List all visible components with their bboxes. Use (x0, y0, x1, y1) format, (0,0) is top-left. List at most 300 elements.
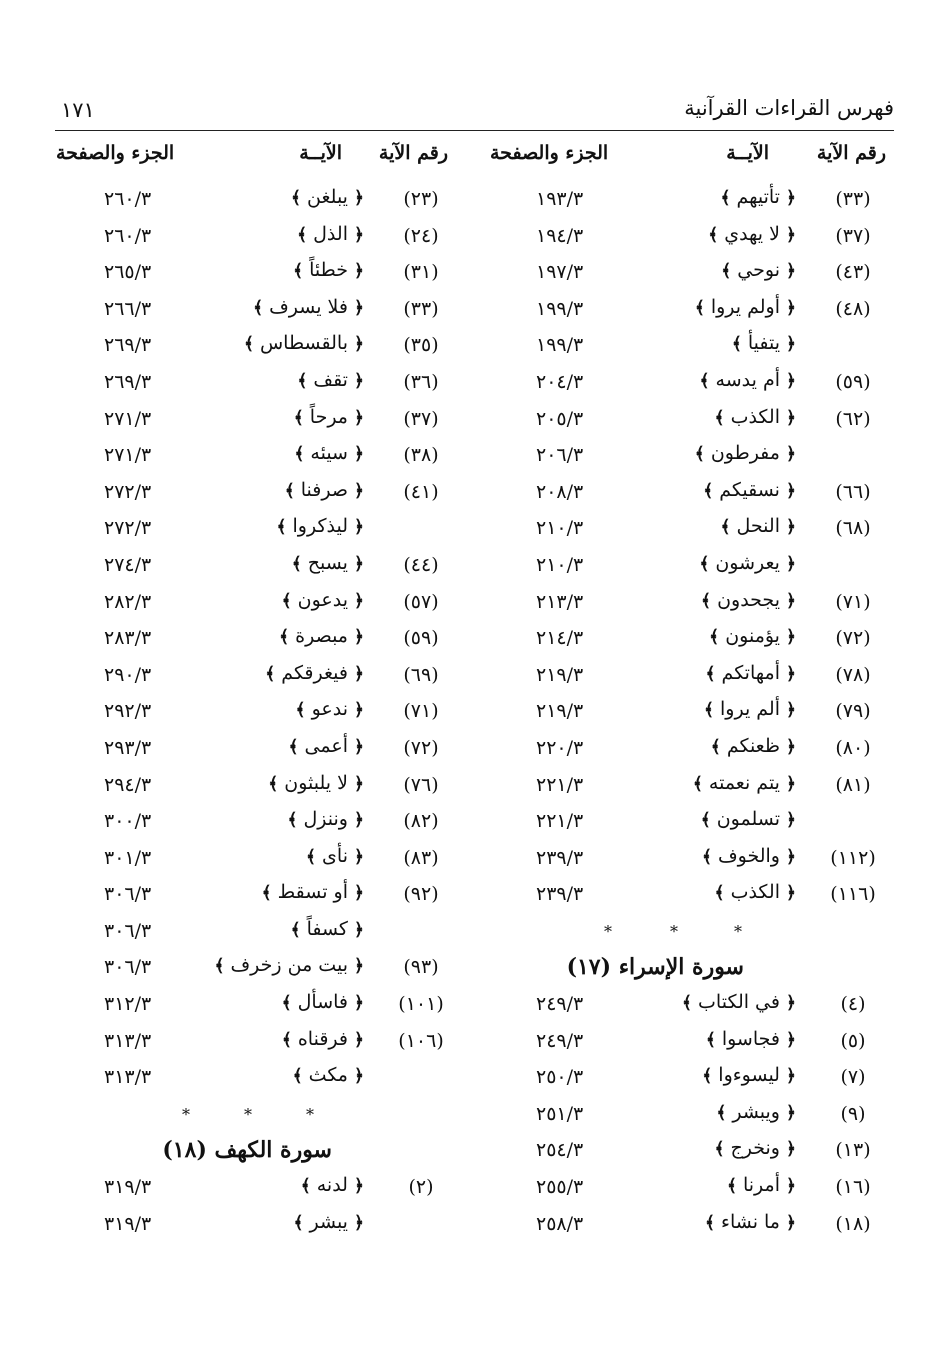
verse-number: (٤) (840, 993, 866, 1016)
open-bracket: ﴿ (354, 1066, 364, 1087)
close-bracket: ﴾ (705, 663, 716, 684)
verse-text (306, 845, 364, 867)
verse-number: (٨٣) (403, 846, 439, 869)
close-bracket: ﴾ (284, 480, 295, 501)
verse-text (294, 406, 364, 428)
verse-text (293, 259, 364, 281)
verse-number: (٧٨) (835, 663, 871, 686)
verse-words: مفرطون (710, 442, 780, 465)
open-bracket: ﴿ (354, 224, 364, 245)
verse-text (706, 662, 796, 684)
entry-list (484, 989, 894, 1245)
index-entry-row (52, 404, 462, 441)
index-entry-row (484, 513, 894, 550)
verse-words: لدنه (316, 1174, 348, 1197)
index-entry-row (52, 989, 462, 1026)
part-page-ref: ٢٢١/٣ (536, 810, 584, 833)
part-page-ref: ١٩٧/٣ (536, 261, 584, 284)
part-page-ref: ٣١٢/٣ (104, 993, 152, 1016)
open-bracket: ﴿ (786, 736, 796, 757)
close-bracket: ﴾ (293, 407, 304, 428)
open-bracket: ﴿ (354, 993, 364, 1014)
part-page-ref: ٢١٩/٣ (536, 700, 584, 723)
index-entry-row (52, 257, 462, 294)
part-page-ref: ٢٣٩/٣ (536, 883, 584, 906)
open-bracket: ﴿ (354, 480, 364, 501)
open-bracket: ﴿ (354, 590, 364, 611)
index-entry-row (52, 294, 462, 331)
index-entry-row (484, 587, 894, 624)
verse-text (721, 259, 796, 281)
close-bracket: ﴾ (703, 480, 714, 501)
open-bracket: ﴿ (354, 1176, 364, 1197)
verse-number: (٧١) (835, 590, 871, 613)
open-bracket: ﴿ (354, 444, 364, 465)
verse-words: الكذب (730, 405, 780, 428)
close-bracket: ﴾ (293, 1212, 304, 1233)
index-entry-row (52, 879, 462, 916)
close-bracket: ﴾ (708, 224, 719, 245)
verse-words: ظعنكم (726, 734, 780, 757)
verse-number: (٢٤) (403, 224, 439, 247)
verse-text (682, 991, 796, 1013)
open-bracket: ﴿ (354, 261, 364, 282)
verse-text (294, 1211, 365, 1233)
index-entry-row (484, 330, 894, 367)
part-page-ref: ٢٦٠/٣ (104, 188, 152, 210)
verse-text (702, 1064, 796, 1086)
part-page-ref: ٣٠٦/٣ (104, 956, 152, 979)
verse-words: ونخرج (730, 1137, 780, 1160)
close-bracket: ﴾ (694, 297, 705, 318)
open-bracket: ﴿ (786, 590, 796, 611)
close-bracket: ﴾ (699, 553, 710, 574)
close-bracket: ﴾ (714, 407, 725, 428)
verse-text (297, 223, 364, 245)
verse-words: فاسأل (297, 991, 348, 1014)
index-entry-row (52, 1062, 462, 1099)
verse-words: الكذب (730, 881, 780, 904)
verse-words: نأى (322, 844, 348, 867)
close-bracket: ﴾ (300, 1176, 311, 1197)
part-page-ref: ٢٢١/٣ (536, 773, 584, 796)
part-page-ref: ٢٧١/٣ (104, 444, 152, 467)
verse-words: فجاسوا (721, 1027, 780, 1050)
verse-text (701, 589, 796, 611)
index-entry-row (52, 440, 462, 477)
part-page-ref: ٣١٣/٣ (104, 1066, 152, 1089)
open-bracket: ﴿ (786, 627, 796, 648)
verse-text (708, 223, 796, 245)
entry-list (52, 184, 462, 1099)
verse-text (721, 515, 797, 537)
close-bracket: ﴾ (701, 846, 712, 867)
open-bracket: ﴿ (354, 736, 364, 757)
verse-words: تسلمون (716, 808, 780, 831)
part-page-ref: ٢١٠/٣ (536, 553, 584, 576)
open-bracket: ﴿ (786, 883, 796, 904)
part-page-ref: ٣١٩/٣ (104, 1212, 152, 1235)
close-bracket: ﴾ (261, 883, 272, 904)
close-bracket: ﴾ (243, 334, 254, 355)
close-bracket: ﴾ (268, 773, 279, 794)
verse-number: (١٠١) (398, 993, 444, 1016)
verse-words: يتفيأ (747, 332, 780, 355)
header-verse: الآيــة (299, 142, 342, 164)
verse-number: (٦٩) (403, 663, 439, 686)
entry-list (52, 1172, 462, 1245)
index-entry-row (484, 1135, 894, 1172)
part-page-ref: ٢١٠/٣ (536, 517, 584, 540)
verse-number: (٦٨) (835, 517, 871, 540)
close-bracket: ﴾ (726, 1176, 737, 1197)
open-bracket: ﴿ (354, 334, 364, 355)
close-bracket: ﴾ (710, 736, 721, 757)
verse-number: (٣٥) (403, 334, 439, 357)
open-bracket: ﴿ (354, 297, 364, 318)
verse-text (244, 332, 364, 354)
verse-words: بيت من زخرف (230, 954, 348, 977)
verse-words: يتم نعمته (708, 771, 780, 794)
open-bracket: ﴿ (354, 810, 364, 831)
verse-words: يبشر (309, 1210, 348, 1233)
open-bracket: ﴿ (786, 370, 796, 391)
verse-words: أولم يروا (710, 295, 780, 318)
index-entry-row (52, 916, 462, 953)
part-page-ref: ٢٨٢/٣ (104, 590, 152, 613)
verse-text (291, 186, 364, 208)
verse-number: (١٦) (835, 1176, 871, 1199)
verse-text (695, 296, 796, 318)
index-entry-row (52, 513, 462, 550)
verse-text (282, 589, 364, 611)
close-bracket: ﴾ (295, 700, 306, 721)
open-bracket: ﴿ (354, 663, 364, 684)
column-header-row (484, 140, 894, 184)
index-entry-row (52, 550, 462, 587)
open-bracket: ﴿ (786, 444, 796, 465)
close-bracket: ﴾ (281, 993, 292, 1014)
verse-text (703, 479, 796, 501)
verse-number: (٣٦) (403, 370, 439, 393)
verse-text (720, 186, 796, 208)
close-bracket: ﴾ (720, 517, 731, 538)
verse-words: نوحي (737, 259, 780, 282)
close-bracket: ﴾ (682, 993, 692, 1014)
open-bracket: ﴿ (354, 553, 364, 574)
open-bracket: ﴿ (786, 553, 796, 574)
verse-words: يدعون (297, 588, 348, 611)
close-bracket: ﴾ (714, 883, 725, 904)
verse-number: (٩٣) (403, 956, 439, 979)
verse-number: (٤٨) (835, 297, 871, 320)
verse-text (214, 954, 364, 976)
open-bracket: ﴿ (786, 297, 796, 318)
open-bracket: ﴿ (786, 407, 796, 428)
index-entry-row (484, 1062, 894, 1099)
part-page-ref: ٢٩٤/٣ (104, 773, 152, 796)
close-bracket: ﴾ (694, 444, 705, 465)
part-page-ref: ٢٤٩/٣ (536, 993, 584, 1016)
verse-words: الذل (313, 222, 348, 245)
part-page-ref: ٢٩٠/٣ (104, 663, 152, 686)
header-verse-number: رقم الآية (378, 142, 448, 164)
open-bracket: ﴿ (354, 700, 364, 721)
verse-text (268, 772, 364, 794)
verse-number: (١٣) (835, 1139, 871, 1162)
index-entry-row (52, 733, 462, 770)
part-page-ref: ٢٩٢/٣ (104, 700, 152, 723)
part-page-ref: ٢٥٨/٣ (536, 1212, 584, 1235)
verse-words: يبلغن (307, 186, 348, 208)
index-entry-row (484, 404, 894, 441)
part-page-ref: ٣٠٠/٣ (104, 810, 152, 833)
verse-words: بالقسطاس (259, 332, 348, 355)
verse-text (297, 369, 364, 391)
header-part-page: الجزء والصفحة (490, 142, 609, 164)
verse-text (699, 552, 796, 574)
verse-text (289, 735, 364, 757)
index-entry-row (52, 221, 462, 258)
verse-words: فرقناه (297, 1027, 348, 1050)
index-entry-row (484, 660, 894, 697)
verse-text (701, 808, 796, 830)
part-page-ref: ٢٧٢/٣ (104, 517, 152, 540)
verse-words: ندعو (311, 698, 348, 721)
open-bracket: ﴿ (354, 1029, 364, 1050)
verse-words: مرحاً (309, 405, 348, 428)
part-page-ref: ٢١٩/٣ (536, 663, 584, 686)
index-entry-row (484, 184, 894, 221)
verse-words: لا يهدي (724, 222, 780, 245)
verse-text (711, 735, 796, 757)
close-bracket: ﴾ (293, 261, 304, 282)
index-entry-row (52, 952, 462, 989)
surah-title: سورة الإسراء (١٧) (566, 954, 744, 981)
verse-words: تأتيهم (736, 186, 780, 208)
verse-words: فلا يسرف (269, 295, 348, 318)
verse-number: (١٠٦) (398, 1029, 444, 1052)
surah-heading (484, 952, 894, 989)
verse-number: (٣٣) (403, 297, 439, 320)
part-page-ref: ٣٠١/٣ (104, 846, 152, 869)
verse-text (706, 1028, 796, 1050)
open-bracket: ﴿ (354, 883, 364, 904)
part-page-ref: ٢١٤/٣ (536, 627, 584, 650)
close-bracket: ﴾ (276, 517, 287, 538)
index-entry-row (484, 623, 894, 660)
verse-text (292, 552, 364, 574)
open-bracket: ﴿ (786, 517, 796, 538)
open-bracket: ﴿ (786, 1029, 796, 1050)
part-page-ref: ١٩٩/٣ (536, 334, 584, 357)
part-page-ref: ٢٦٩/٣ (104, 370, 152, 393)
verse-words: مكث (308, 1064, 348, 1087)
verse-words: في الكتاب (698, 991, 780, 1014)
close-bracket: ﴾ (287, 810, 298, 831)
part-page-ref: ٣٠٦/٣ (104, 883, 152, 906)
verse-number: (٧) (840, 1066, 866, 1089)
entry-list (484, 184, 894, 916)
index-entry-row (52, 184, 462, 221)
verse-number: (٥٧) (403, 590, 439, 613)
index-entry-row (484, 367, 894, 404)
verse-number: (٥) (840, 1029, 866, 1052)
verse-words: وننزل (303, 808, 348, 831)
verse-text (293, 1064, 364, 1086)
separator-star: * (244, 1104, 252, 1124)
index-entry-row (484, 843, 894, 880)
verse-number: (٦٢) (835, 407, 871, 430)
index-entry-row (484, 1026, 894, 1063)
close-bracket: ﴾ (281, 590, 292, 611)
part-page-ref: ٢٦٩/٣ (104, 334, 152, 357)
verse-number: (١١٦) (830, 883, 876, 906)
part-page-ref: ٢٨٣/٣ (104, 627, 152, 650)
verse-text (727, 1174, 796, 1196)
verse-number: (٧٢) (835, 627, 871, 650)
verse-text (732, 332, 796, 354)
index-entry-row (52, 477, 462, 514)
close-bracket: ﴾ (692, 773, 703, 794)
close-bracket: ﴾ (705, 1029, 716, 1050)
part-page-ref: ٢٠٨/٣ (536, 480, 584, 503)
part-page-ref: ٣١٩/٣ (104, 1176, 152, 1199)
close-bracket: ﴾ (731, 334, 742, 355)
open-bracket: ﴿ (354, 517, 364, 538)
surah-title: سورة الكهف (١٨) (162, 1137, 332, 1164)
open-bracket: ﴿ (786, 1066, 796, 1087)
verse-text (282, 1028, 364, 1050)
verse-number: (١١٢) (830, 846, 876, 869)
verse-text (294, 442, 364, 464)
verse-number: (٢) (408, 1176, 434, 1199)
open-bracket: ﴿ (354, 773, 364, 794)
close-bracket: ﴾ (699, 370, 710, 391)
verse-text (705, 1211, 796, 1233)
index-entry-row (484, 989, 894, 1026)
part-page-ref: ٢٦٦/٣ (104, 297, 152, 320)
verse-number: (٤١) (403, 480, 439, 503)
index-column-left (52, 140, 462, 1270)
index-column-right (484, 140, 894, 1270)
close-bracket: ﴾ (288, 736, 299, 757)
index-entry-row (52, 806, 462, 843)
separator-star: * (734, 921, 742, 941)
close-bracket: ﴾ (294, 444, 305, 465)
index-entry-row (484, 440, 894, 477)
close-bracket: ﴾ (291, 553, 302, 574)
open-bracket: ﴿ (354, 1212, 364, 1233)
verse-words: لا يلبثون (284, 771, 348, 794)
index-entry-row (484, 733, 894, 770)
part-page-ref: ٢٥٠/٣ (536, 1066, 584, 1089)
open-bracket: ﴿ (786, 480, 796, 501)
part-page-ref: ٢٣٩/٣ (536, 846, 584, 869)
verse-words: مبصرة (295, 625, 348, 648)
verse-text (291, 918, 364, 940)
close-bracket: ﴾ (714, 1139, 725, 1160)
verse-words: سيئه (310, 442, 348, 465)
open-bracket: ﴿ (786, 261, 796, 282)
part-page-ref: ١٩٣/٣ (536, 188, 584, 210)
open-bracket: ﴿ (354, 188, 364, 208)
verse-text (702, 845, 796, 867)
open-bracket: ﴿ (786, 1139, 796, 1160)
verse-words: يؤمنون (725, 625, 780, 648)
separator-star: * (182, 1104, 190, 1124)
index-entry-row (52, 843, 462, 880)
index-entry-row (484, 770, 894, 807)
verse-words: أم يدسه (715, 368, 780, 391)
verse-text (301, 1174, 364, 1196)
verse-words: أو تسقط (277, 881, 348, 904)
close-bracket: ﴾ (214, 956, 225, 977)
part-page-ref: ٢٠٤/٣ (536, 370, 584, 393)
verse-text (715, 406, 796, 428)
running-title: فهرس القراءات القرآنية (684, 96, 894, 120)
close-bracket: ﴾ (721, 261, 732, 282)
part-page-ref: ١٩٤/٣ (536, 224, 584, 247)
verse-text (279, 625, 364, 647)
part-page-ref: ٢٢٠/٣ (536, 736, 584, 759)
open-bracket: ﴿ (786, 993, 796, 1014)
index-entry-row (484, 1172, 894, 1209)
close-bracket: ﴾ (292, 1066, 303, 1087)
verse-text (287, 808, 364, 830)
verse-text (282, 991, 364, 1013)
index-entry-row (52, 367, 462, 404)
open-bracket: ﴿ (786, 663, 796, 684)
close-bracket: ﴾ (720, 188, 731, 208)
verse-words: ويبشر (732, 1100, 780, 1123)
part-page-ref: ٣٠٦/٣ (104, 919, 152, 942)
verse-number: (٧١) (403, 700, 439, 723)
verse-number: (٥٩) (403, 627, 439, 650)
index-entry-row (484, 294, 894, 331)
part-page-ref: ٢٥٤/٣ (536, 1139, 584, 1162)
index-entry-row (484, 477, 894, 514)
index-entry-row (484, 221, 894, 258)
index-entry-row (52, 696, 462, 733)
running-head (55, 96, 894, 131)
close-bracket: ﴾ (709, 627, 720, 648)
part-page-ref: ٢٧١/٣ (104, 407, 152, 430)
part-page-ref: ٢٠٦/٣ (536, 444, 584, 467)
open-bracket: ﴿ (786, 1102, 796, 1123)
open-bracket: ﴿ (786, 224, 796, 245)
close-bracket: ﴾ (703, 700, 714, 721)
index-entry-row (52, 660, 462, 697)
column-header-row (52, 140, 462, 184)
open-bracket: ﴿ (354, 627, 364, 648)
part-page-ref: ٣١٣/٣ (104, 1029, 152, 1052)
section-separator (484, 916, 894, 953)
verse-text (709, 625, 796, 647)
verse-number: (٤٣) (835, 261, 871, 284)
verse-text (695, 442, 796, 464)
index-entry-row (484, 257, 894, 294)
verse-number: (٣٣) (835, 188, 871, 210)
separator-star: * (306, 1104, 314, 1124)
verse-number: (٥٩) (835, 370, 871, 393)
part-page-ref: ٢٦٠/٣ (104, 224, 152, 247)
part-page-ref: ١٩٩/٣ (536, 297, 584, 320)
index-entry-row (52, 770, 462, 807)
close-bracket: ﴾ (702, 1066, 713, 1087)
open-bracket: ﴿ (786, 810, 796, 831)
verse-text (296, 698, 364, 720)
